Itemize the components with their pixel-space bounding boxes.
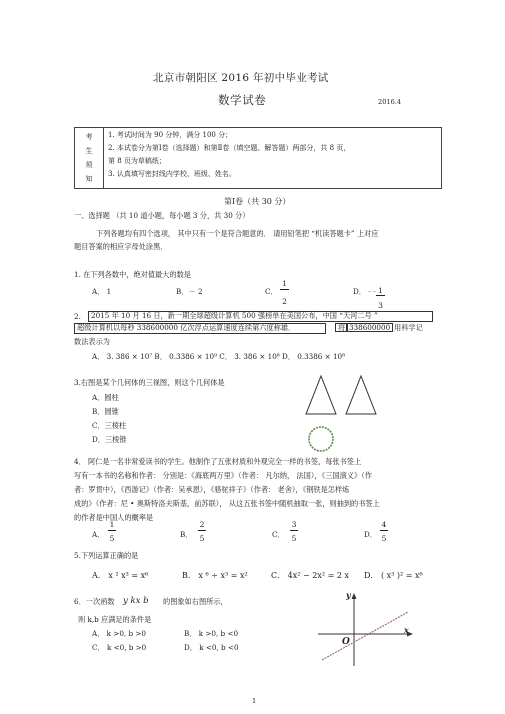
notice-item: 1. 考试时间为 90 分钟，满分 100 分； bbox=[108, 131, 233, 139]
instruction-line: 题目答案的相应字母处涂黑． bbox=[74, 242, 168, 251]
notice-item: 3. 认真填写密封线内学校、班级、姓名。 bbox=[108, 170, 236, 178]
q2-number: 2. bbox=[74, 312, 81, 321]
q2-line1: 2015 年 10 月 16 日，新一期全球超级计算机 500 强榜单在美国公布，中国 “天河二号 ” bbox=[88, 311, 433, 322]
graph-origin-label: O bbox=[342, 637, 350, 647]
q1-option-d-label: D． bbox=[353, 287, 366, 296]
q1-option-a: A． 1 bbox=[92, 287, 112, 296]
q4-option-b-fraction: 2 5 bbox=[199, 520, 205, 543]
q4-line: 成的》（作者：尼 • 奥斯特洛夫斯基，前苏联）， 从这五张书签中随机抽取一张，则抽到的书签上 bbox=[74, 499, 380, 508]
function-line bbox=[322, 612, 408, 660]
q1-option-d-sign: _ _ bbox=[368, 285, 376, 292]
q1-option-d-fraction: 1 3 bbox=[376, 287, 385, 309]
q2-line3: 数法表示为 bbox=[74, 337, 110, 346]
page-number: 1 bbox=[252, 697, 257, 705]
q1-stem: 1. 在下列各数中，绝对值最大的数是 bbox=[74, 270, 191, 279]
q4-option-c-label: C． bbox=[272, 530, 285, 539]
q3-option-b: B．圆锥 bbox=[92, 407, 119, 416]
q3-stem: 3.右图是某个几何体的三视图，则这个几何体是 bbox=[74, 378, 225, 387]
graph-y-label: y bbox=[346, 590, 351, 600]
notice-item: 2. 本试卷分为第Ⅰ卷（选择题）和第Ⅱ卷（填空题、解答题）两部分，共 8 页， bbox=[108, 144, 351, 152]
q5-option-b: B． x ⁶ ÷ x³ = x² bbox=[182, 571, 248, 580]
q6-stem-start: 6．一次函数 bbox=[74, 597, 115, 606]
notice-item: 第 8 页为草稿纸； bbox=[108, 157, 166, 165]
q1-option-c-fraction: 1 2 bbox=[280, 280, 289, 305]
notice-items bbox=[104, 128, 442, 189]
part1-title: 第Ⅰ卷（共 30 分） bbox=[224, 197, 291, 206]
q6-stem-end: 的图象如右图所示， bbox=[163, 597, 228, 606]
graph-x-label: x bbox=[404, 625, 409, 635]
top-view-circle bbox=[306, 424, 336, 454]
q1-option-c-label: C． bbox=[265, 287, 278, 296]
front-view-triangle bbox=[304, 374, 338, 416]
q4-line: 者：罗贯中），《西游记》（作者：吴承恩），《骆驼祥子》（作者： 老舍），《钢铁是怎样炼 bbox=[74, 485, 350, 494]
q2-line2-tail: 用科学记 bbox=[394, 323, 423, 332]
q6-option-b: B． k >0, b <0 bbox=[184, 629, 239, 638]
exam-subtitle: 数学试卷 bbox=[218, 93, 267, 107]
q5-option-c: C． 4x² − 2x² = 2 x bbox=[271, 571, 350, 580]
q3-option-c: C．三棱柱 bbox=[92, 421, 127, 430]
exam-title: 北京市朝阳区 2016 年初中毕业考试 bbox=[153, 72, 329, 84]
q4-option-c-fraction: 3 5 bbox=[291, 520, 297, 543]
q6-function-graph bbox=[316, 590, 416, 670]
q3-option-d: D．三棱锥 bbox=[92, 435, 127, 444]
instruction-line: 下列各题均有四个选项， 其中只有一个是符合题意的． 请用铅笔把 “机读答题卡” 上对应 bbox=[96, 229, 379, 238]
q3-option-a: A．圆柱 bbox=[92, 393, 119, 402]
q4-option-b-label: B． bbox=[180, 530, 193, 539]
q4-option-a-fraction: 1 5 bbox=[109, 520, 115, 543]
notice-side-label: 考 生 须 知 bbox=[75, 128, 104, 189]
y-axis-arrow bbox=[352, 593, 357, 599]
q5-stem: 5.下列运算正确的是 bbox=[74, 551, 139, 560]
section-title: 一、选择题 （共 10 道小题，每小题 3 分，共 30 分） bbox=[74, 211, 250, 220]
q6-option-a: A． k >0, b >0 bbox=[92, 629, 146, 638]
q2-line2-number: 338600000 bbox=[346, 323, 393, 332]
exam-date: 2016.4 bbox=[378, 98, 402, 106]
q5-option-d: D． ( x³ )² = x⁶ bbox=[364, 571, 423, 580]
q4-line: 写有一本书的名称和作者： 分别是：《海底两万里》（作者： 凡尔纳， 法国），《三国演义》（作 bbox=[74, 471, 372, 480]
q2-options: A． 3. 386 × 10⁷ B． 0.3386 × 10⁹ C． 3. 386 × 10⁸ D． 0.3386 × 10⁸ bbox=[92, 352, 345, 361]
q4-line: 4． 阿仁是一名非常爱读书的学生。他制作了五张材质和外观完全一样的书签，每张书签上 bbox=[74, 457, 362, 466]
q2-line2: 超级计算机以每秒 338600000 亿次浮点运算速度连续第六度称雄． bbox=[74, 323, 326, 334]
q5-option-a: A． x ² x³ = x⁶ bbox=[92, 571, 149, 580]
q6-option-c: C． k <0, b >0 bbox=[92, 643, 147, 652]
q6-option-d: D． k <0, b <0 bbox=[184, 643, 239, 652]
q4-option-d-fraction: 4 5 bbox=[381, 520, 387, 543]
q6-function: y kx b bbox=[123, 596, 149, 606]
q4-option-a-label: A． bbox=[92, 530, 105, 539]
q2-line2-jiang: 将 bbox=[335, 323, 348, 332]
q4-line: 的作者是中国人的概率是 bbox=[74, 513, 154, 522]
side-view-triangle bbox=[344, 374, 378, 416]
q6-line2: 则 k,b 应满足的条件是 bbox=[78, 615, 152, 624]
notice-table bbox=[74, 127, 442, 189]
q1-option-b: B．－ 2 bbox=[176, 287, 203, 296]
q4-option-d-label: D． bbox=[364, 530, 377, 539]
